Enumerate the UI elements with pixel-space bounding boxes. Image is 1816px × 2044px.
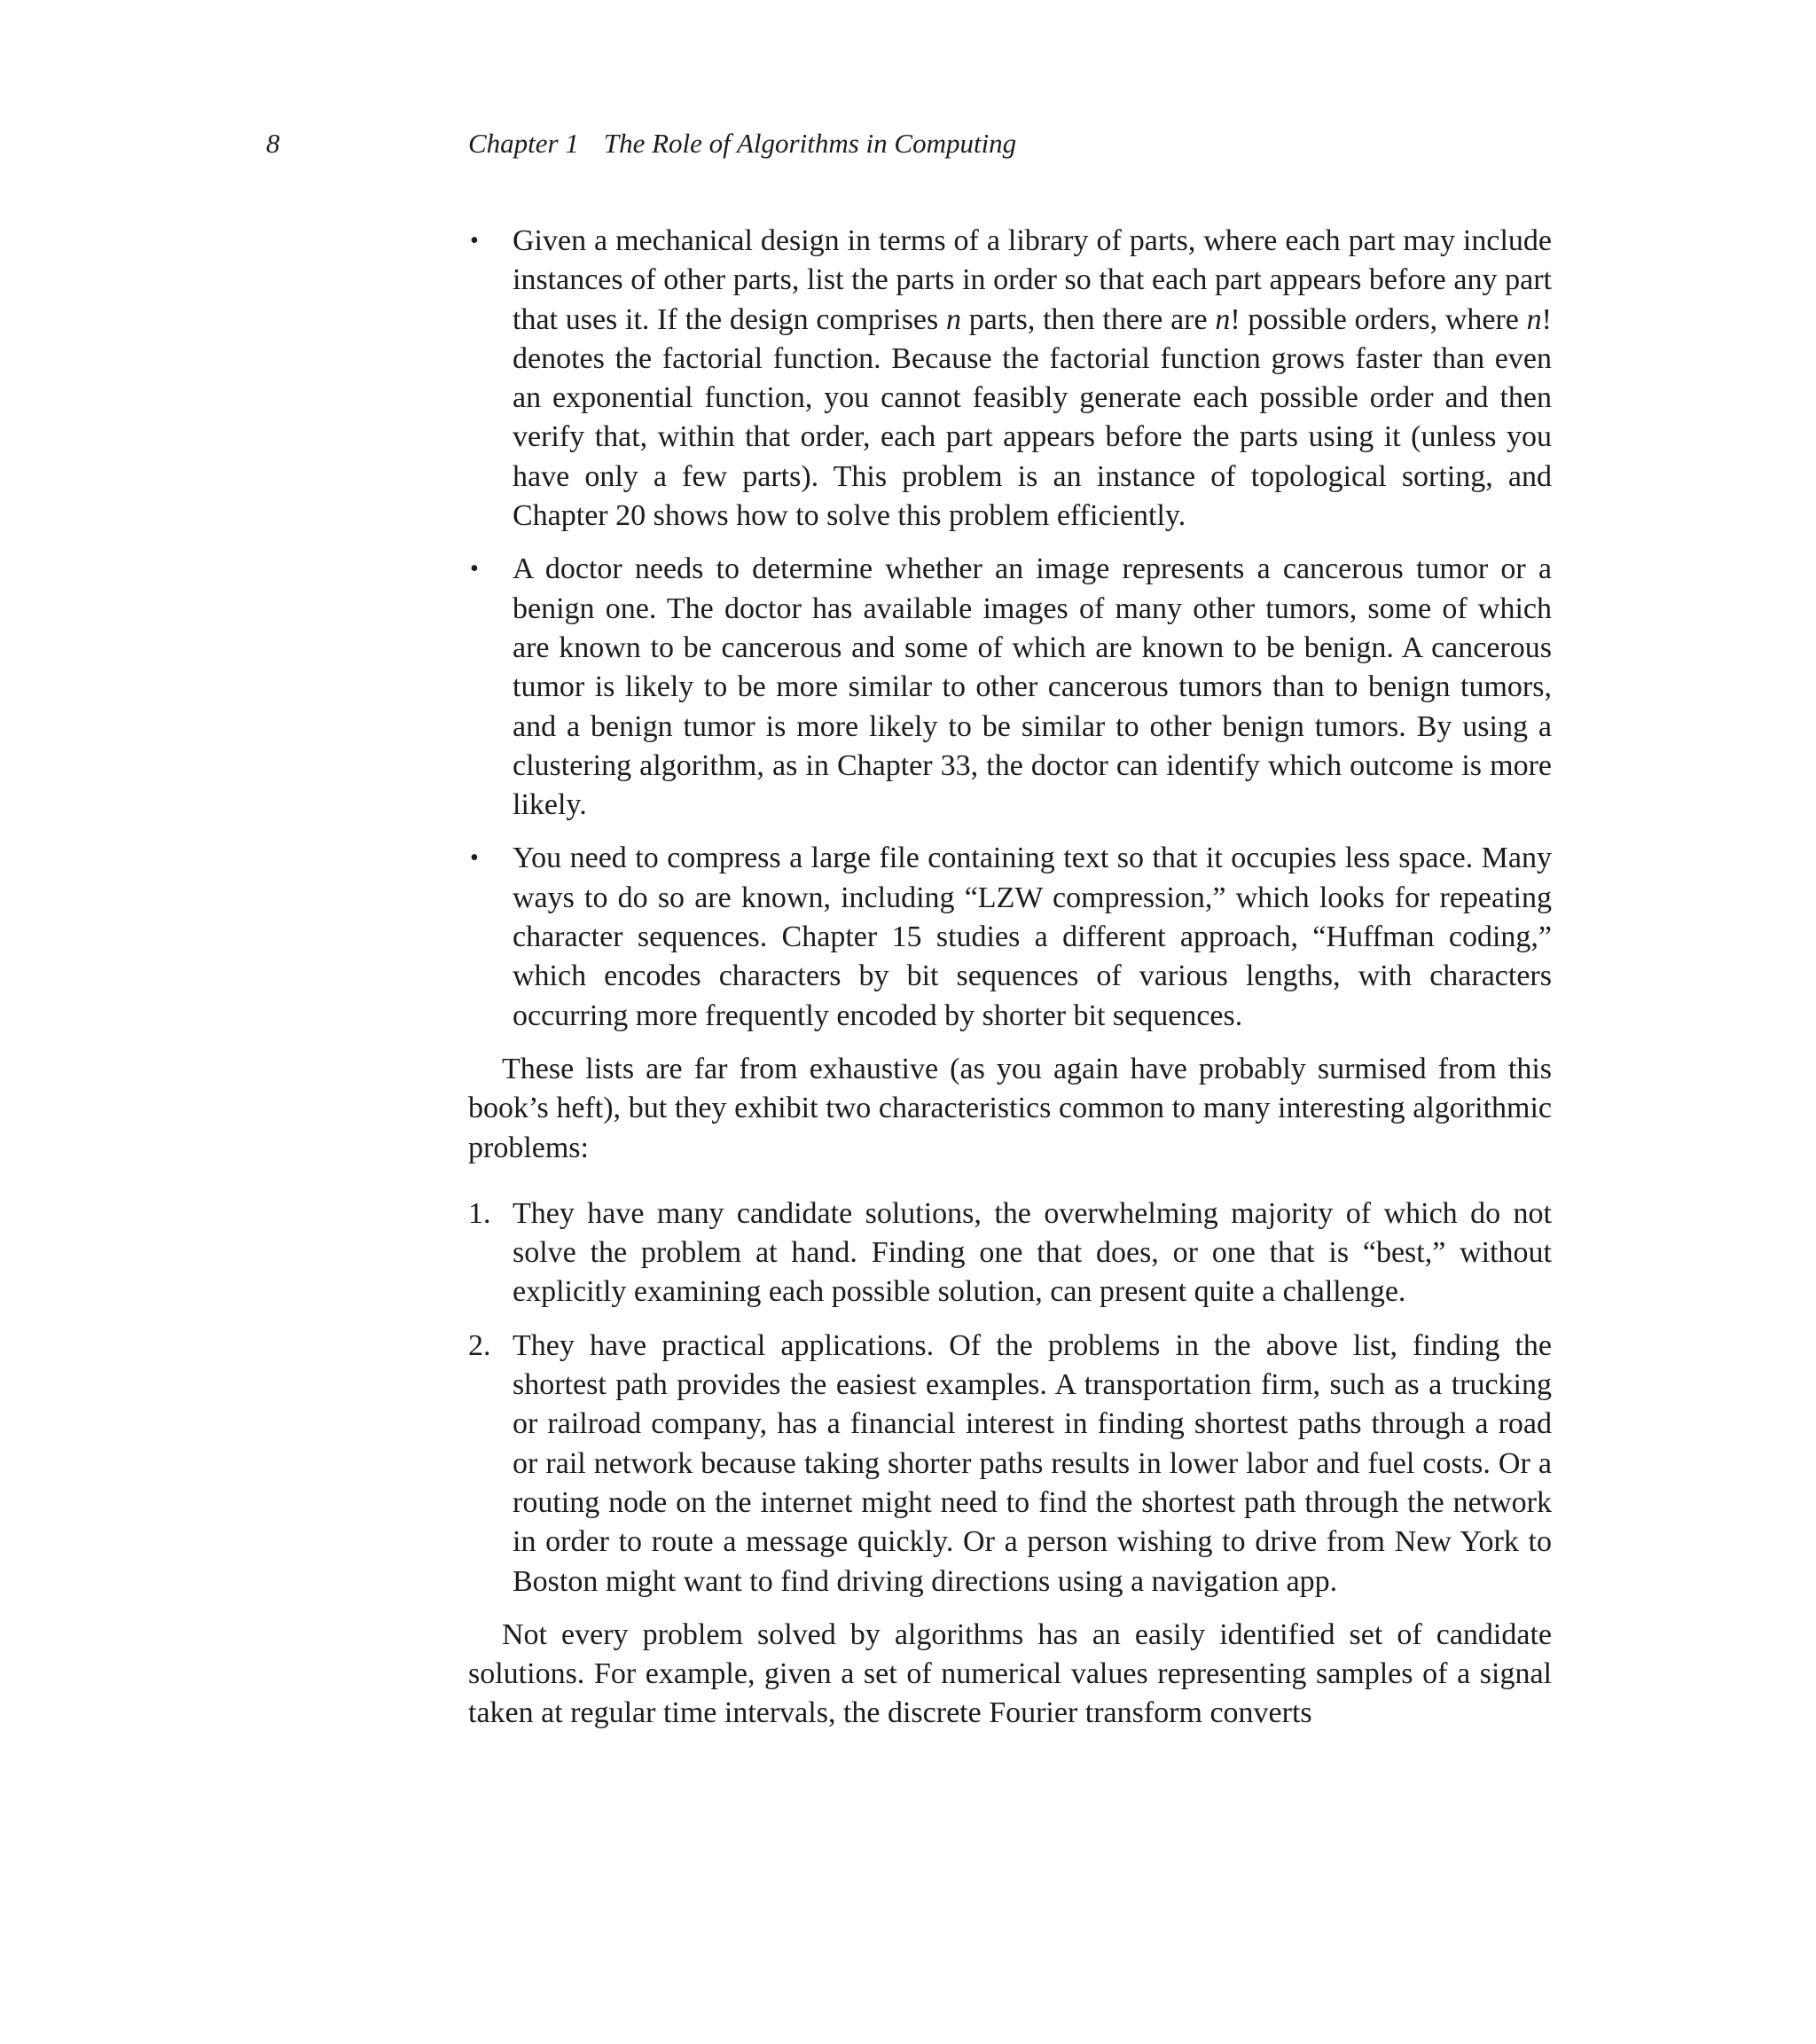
bullet-item <box>468 222 1552 536</box>
numbered-text: They have many candidate solutions, the overwhelming majority of which do not solve the problem at hand. Finding one that does, or one that is “best,” without explicitly examining each possible solution, can present quite a challenge. <box>513 1196 1552 1309</box>
bullet-icon: • <box>470 844 479 873</box>
bullet-item <box>468 550 1552 825</box>
running-header <box>266 124 1561 163</box>
chapter-label: Chapter 1 <box>468 128 579 159</box>
bullet-list <box>468 222 1552 1036</box>
closing-paragraph: Not every problem solved by algorithms has an easily identified set of candidate solutions. For example, given a set of numerical values representing samples of a signal taken at regular time intervals, the discrete Fourier transform converts <box>468 1617 1552 1730</box>
chapter-title: The Role of Algorithms in Computing <box>603 128 1017 159</box>
numbered-text: They have practical applications. Of the problems in the above list, finding the shortest path provides the easiest examples. A transportation firm, such as a trucking or railroad company, has a financial interest in finding shortest paths through a road or rail network because taking shorter paths results in lower labor and fuel costs. Or a routing node on the internet might need to find the shortest path through the network in order to route a message quickly. Or a person wishing to drive from New York to Boston might want to find driving directions using a navigation app. <box>513 1328 1552 1598</box>
item-number: 1. <box>468 1196 491 1230</box>
intro-paragraph: These lists are far from exhaustive (as you again have probably surmised from this book’s heft), but they exhibit two characteristics common to many interesting algorithmic problems: <box>468 1052 1552 1164</box>
numbered-item <box>468 1194 1552 1312</box>
bullet-icon: • <box>470 555 479 583</box>
numbered-list <box>468 1194 1552 1602</box>
bullet-text: A doctor needs to determine whether an image represents a cancerous tumor or a benign one. The doctor has available images of many other tumors, some of which are known to be cancerous and some of which are known to be benign. A cancerous tumor is likely to be more similar to other cancerous tumors than to benign tumors, and a benign tumor is more likely to be similar to other benign tumors. By using a clustering algorithm, as in Chapter 33, the doctor can identify which outcome is more likely. <box>513 552 1552 822</box>
item-number: 2. <box>468 1328 491 1362</box>
bullet-icon: • <box>470 227 479 255</box>
bullet-item <box>468 839 1552 1035</box>
numbered-item <box>468 1327 1552 1602</box>
page-number: 8 <box>266 128 280 159</box>
bullet-text: You need to compress a large file containing text so that it occupies less space. Many ways to do so are known, including “LZW compression,” which looks for repeating character sequences. Chapter 15 studies a different approach, “Huffman coding,” which encodes characters by bit sequences of various lengths, with characters occurring more frequently encoded by shorter bit sequences. <box>513 842 1552 1032</box>
bullet-text: Given a mechanical design in terms of a library of parts, where each part may include instances of other parts, list the parts in order so that each part appears before any part that uses it. If the design comprises n parts, then there are n! possible orders, where n! denotes the factorial function. Because the factorial function grows faster than even an exponential function, you cannot feasibly generate each possible order and then verify that, within that order, each part appears before the parts using it (unless you have only a few parts). This problem is an instance of topological sorting, and Chapter 20 shows how to solve this problem efficiently. <box>513 224 1552 533</box>
running-head <box>468 124 1016 163</box>
page-body <box>468 222 1552 1734</box>
